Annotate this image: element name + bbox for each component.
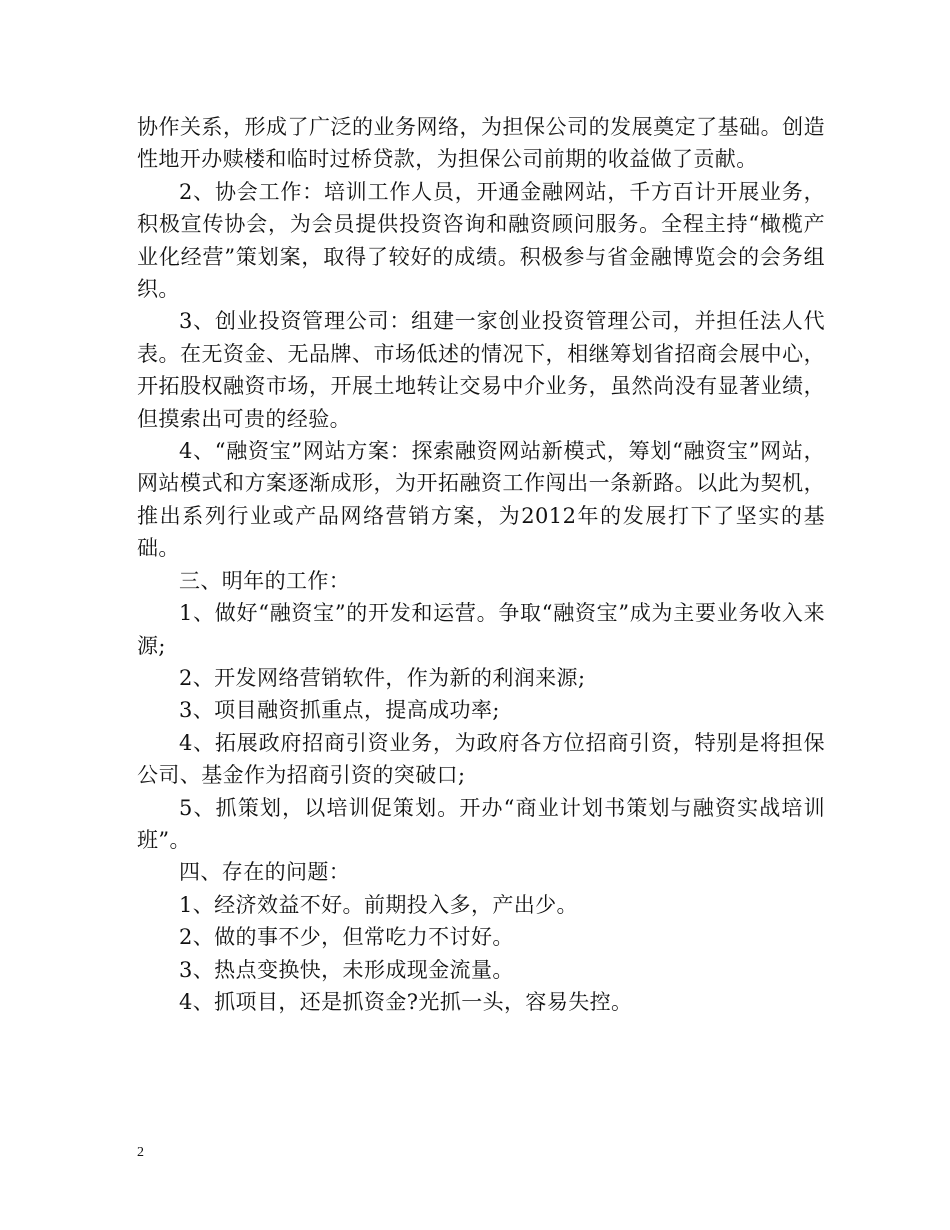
list-item: 1、做好“融资宝”的开发和运营。争取“融资宝”成为主要业务收入来源; xyxy=(137,601,825,658)
list-item: 5、抓策划，以培训促策划。开办“商业计划书策划与融资实战培训班”。 xyxy=(137,795,825,852)
paragraph: 3、创业投资管理公司：组建一家创业投资管理公司，并担任法人代表。在无资金、无品牌、市场低述的情况下，相继筹划省招商会展中心，开拓股权融资市场，开展土地转让交易中介业务，虽然尚没有显著业绩，但摸索出可贵的经验。 xyxy=(137,309,825,431)
paragraph: 2、协会工作：培训工作人员，开通金融网站，千方百计开展业务，积极宣传协会，为会员提供投资咨询和融资顾问服务。全程主持“橄榄产业化经营”策划案，取得了较好的成绩。积极参与省金融博览会的会务组织。 xyxy=(137,179,825,302)
body-text xyxy=(137,111,825,1018)
list-item: 3、热点变换快，未形成现金流量。 xyxy=(179,957,514,982)
section-heading: 三、明年的工作： xyxy=(179,568,351,593)
list-item: 4、拓展政府招商引资业务，为政府各方位招商引资，特别是将担保公司、基金作为招商引资的突破口; xyxy=(137,730,825,788)
list-item: 3、项目融资抓重点，提高成功率; xyxy=(179,698,500,723)
paragraph: 4、“融资宝”网站方案：探索融资网站新模式，筹划“融资宝”网站，网站模式和方案逐渐成形，为开拓融资工作闯出一条新路。以此为契机，推出系列行业或产品网络营销方案，为2012年的发展打下了坚实的基础。 xyxy=(137,439,825,561)
list-item: 2、开发网络营销软件，作为新的利润来源; xyxy=(179,665,586,690)
list-item: 2、做的事不少，但常吃力不讨好。 xyxy=(179,925,514,950)
paragraph: 协作关系，形成了广泛的业务网络，为担保公司的发展奠定了基础。创造性地开办赎楼和临时过桥贷款，为担保公司前期的收益做了贡献。 xyxy=(137,115,825,172)
list-item: 1、经济效益不好。前期投入多，产出少。 xyxy=(179,892,578,917)
page-number: 2 xyxy=(137,1145,144,1160)
list-item: 4、抓项目，还是抓资金?光抓一头，容易失控。 xyxy=(179,989,633,1014)
section-heading: 四、存在的问题： xyxy=(179,860,351,885)
